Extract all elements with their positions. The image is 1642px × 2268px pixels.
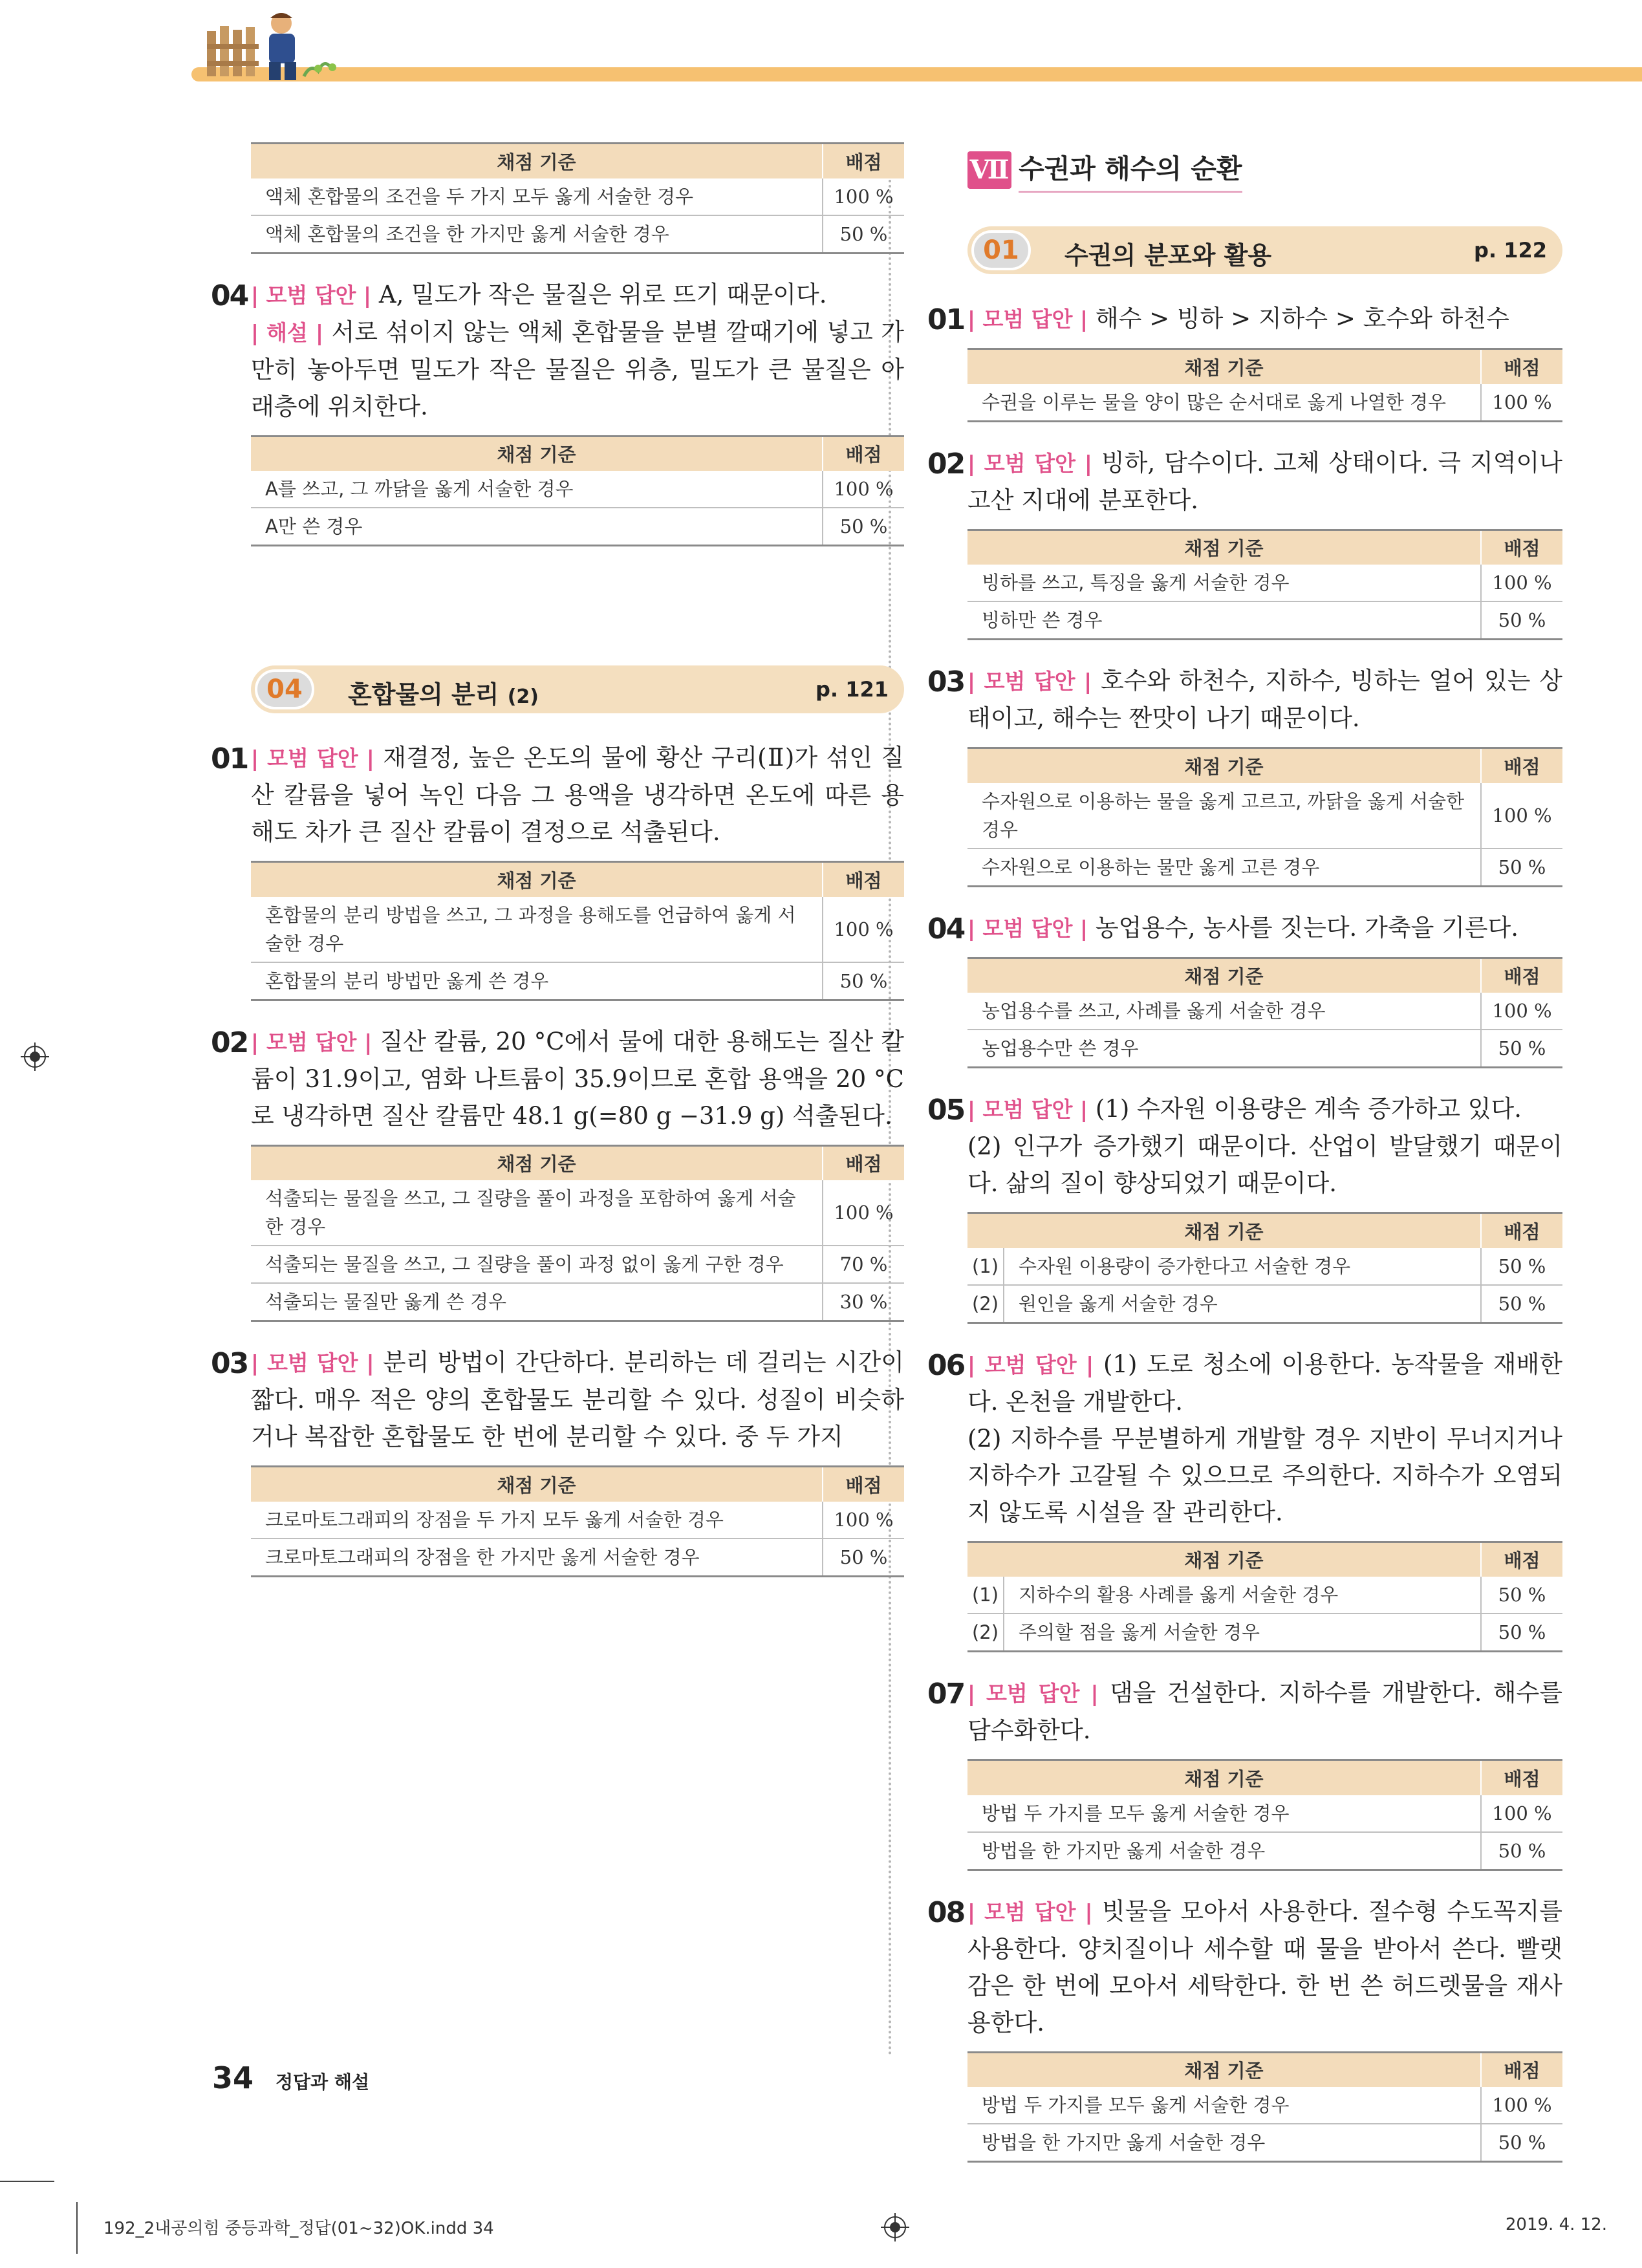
question-number: 03 xyxy=(927,665,965,698)
section-number-badge: 01 xyxy=(971,230,1031,270)
criteria-cell: 방법을 한 가지만 옳게 서술한 경우 xyxy=(967,2124,1481,2162)
table-row xyxy=(967,1248,1562,1285)
criteria-cell: 주의할 점을 옳게 서술한 경우 xyxy=(1004,1614,1481,1652)
score-cell: 100 % xyxy=(823,471,904,508)
score-cell: 100 % xyxy=(823,1502,904,1539)
criteria-cell: A만 쓴 경우 xyxy=(251,508,823,546)
table-header-score: 배점 xyxy=(1481,349,1562,384)
scoring-table xyxy=(251,1465,904,1577)
answer-text: 빗물을 모아서 사용한다. 절수형 수도꼭지를 사용한다. 양치질이나 세수할 때 물을 받아서 쓴다. 빨랫감은 한 번에 모아서 세탁한다. 한 번 쓴 허드렛물을 재사용한다. xyxy=(967,1897,1562,2036)
score-cell: 70 % xyxy=(823,1246,904,1283)
answer-text: 빙하, 담수이다. 고체 상태이다. 극 지역이나 고산 지대에 분포한다. xyxy=(967,448,1562,514)
score-cell: 50 % xyxy=(823,1539,904,1577)
score-cell: 50 % xyxy=(1481,848,1562,887)
criteria-cell: A를 쓰고, 그 까닭을 옳게 서술한 경우 xyxy=(251,471,823,508)
model-answer-tag: | 모범 답안 | xyxy=(251,282,372,308)
section-header xyxy=(251,665,904,713)
model-answer-tag: | 모범 답안 | xyxy=(251,746,374,771)
score-cell: 50 % xyxy=(823,215,904,254)
table-header-criteria: 채점 기준 xyxy=(967,748,1481,783)
criteria-cell: 크로마토그래피의 장점을 한 가지만 옳게 서술한 경우 xyxy=(251,1539,823,1577)
footer-label: 정답과 해설 xyxy=(275,2071,369,2093)
model-answer-tag: | 모범 답안 | xyxy=(967,669,1092,694)
section-subtitle: (2) xyxy=(507,686,539,708)
score-cell: 50 % xyxy=(823,962,904,1000)
criteria-cell: 혼합물의 분리 방법을 쓰고, 그 과정을 용해도를 언급하여 옳게 서술한 경우 xyxy=(251,897,823,962)
scoring-table xyxy=(967,1759,1562,1871)
table-row xyxy=(967,384,1562,422)
model-answer-tag: | 모범 답안 | xyxy=(967,307,1088,332)
table-header-criteria: 채점 기준 xyxy=(967,349,1481,384)
model-answer-tag: | 모범 답안 | xyxy=(251,1029,373,1055)
answer-block-06 xyxy=(927,1346,1562,1531)
table-row xyxy=(251,178,904,215)
table-row xyxy=(251,1246,904,1283)
table-header-criteria: 채점 기준 xyxy=(251,144,823,178)
criteria-cell: 석출되는 물질을 쓰고, 그 질량을 풀이 과정을 포함하여 옳게 서술한 경우 xyxy=(251,1180,823,1246)
table-header-criteria: 채점 기준 xyxy=(967,958,1481,993)
criteria-cell: 방법 두 가지를 모두 옳게 서술한 경우 xyxy=(967,2087,1481,2124)
answer-block-04 xyxy=(927,909,1562,947)
table-row xyxy=(251,1539,904,1577)
scoring-table xyxy=(251,435,904,547)
section-page-ref: p. 121 xyxy=(816,677,889,702)
score-cell: 100 % xyxy=(1481,565,1562,601)
table-row xyxy=(251,508,904,546)
question-number: 01 xyxy=(211,742,248,775)
table-header-score: 배점 xyxy=(1481,1213,1562,1248)
table-row xyxy=(967,848,1562,887)
criteria-cell: 방법을 한 가지만 옳게 서술한 경우 xyxy=(967,1832,1481,1870)
table-header-criteria: 채점 기준 xyxy=(967,1542,1481,1577)
score-cell: 100 % xyxy=(823,897,904,962)
criteria-cell: 수자원 이용량이 증가한다고 서술한 경우 xyxy=(1004,1248,1481,1285)
item-number-cell: (2) xyxy=(967,1614,1004,1652)
score-cell: 50 % xyxy=(1481,1248,1562,1285)
header-bar xyxy=(191,67,1642,81)
score-cell: 50 % xyxy=(1481,1285,1562,1323)
table-row xyxy=(967,993,1562,1030)
table-header-score: 배점 xyxy=(823,436,904,471)
criteria-cell: 석출되는 물질을 쓰고, 그 질량을 풀이 과정 없이 옳게 구한 경우 xyxy=(251,1246,823,1283)
table-row xyxy=(251,1283,904,1321)
model-answer-tag: | 모범 답안 | xyxy=(967,450,1092,476)
crop-mark xyxy=(0,2181,54,2182)
table-header-score: 배점 xyxy=(1481,958,1562,993)
answer-text: 농업용수, 농사를 짓는다. 가축을 기른다. xyxy=(1088,913,1519,942)
table-row xyxy=(967,1795,1562,1832)
score-cell: 50 % xyxy=(1481,1030,1562,1068)
answer-text: A, 밀도가 작은 물질은 위로 뜨기 때문이다. xyxy=(371,280,827,308)
criteria-cell: 액체 혼합물의 조건을 한 가지만 옳게 서술한 경우 xyxy=(251,215,823,254)
scoring-table xyxy=(251,142,904,254)
answer-block-03 xyxy=(927,662,1562,737)
explanation-text: 서로 섞이지 않는 액체 혼합물을 분별 깔때기에 넣고 가만히 놓아두면 밀도가 작은 물질은 위층, 밀도가 큰 물질은 아래층에 위치한다. xyxy=(251,318,904,420)
scoring-table xyxy=(967,957,1562,1069)
criteria-cell: 지하수의 활용 사례를 옳게 서술한 경우 xyxy=(1004,1577,1481,1614)
table-row xyxy=(251,1180,904,1246)
model-answer-tag: | 모범 답안 | xyxy=(251,1350,374,1376)
score-cell: 100 % xyxy=(1481,783,1562,848)
page-number: 34 xyxy=(212,2060,254,2095)
score-cell: 100 % xyxy=(1481,384,1562,422)
table-row xyxy=(967,1577,1562,1614)
table-header-score: 배점 xyxy=(823,862,904,897)
answer-text: 분리 방법이 간단하다. 분리하는 데 걸리는 시간이 짧다. 매우 적은 양의 혼합물도 분리할 수 있다. 성질이 비슷하거나 복잡한 혼합물도 한 번에 분리할 수 있다. 중 두 가지 xyxy=(251,1348,904,1451)
table-row xyxy=(967,1614,1562,1652)
criteria-cell: 수권을 이루는 물을 양이 많은 순서대로 옳게 나열한 경우 xyxy=(967,384,1481,422)
table-header-criteria: 채점 기준 xyxy=(967,530,1481,565)
table-header-criteria: 채점 기준 xyxy=(967,2052,1481,2087)
criteria-cell: 수자원으로 이용하는 물만 옳게 고른 경우 xyxy=(967,848,1481,887)
question-number: 06 xyxy=(927,1348,965,1382)
chapter-title: 수권과 해수의 순환 xyxy=(1019,147,1242,193)
criteria-cell: 수자원으로 이용하는 물을 옳게 고르고, 까닭을 옳게 서술한 경우 xyxy=(967,783,1481,848)
answer-text: 해수 > 빙하 > 지하수 > 호수와 하천수 xyxy=(1088,305,1509,332)
score-cell: 50 % xyxy=(1481,2124,1562,2162)
answer-text: 질산 칼륨, 20 °C에서 물에 대한 용해도는 질산 칼륨이 31.9이고, 염화 나트륨이 35.9이므로 혼합 용액을 20 °C로 냉각하면 질산 칼륨만 48.1 g(=80 g −31.9 g) 석출된다. xyxy=(251,1027,904,1130)
answer-block-05 xyxy=(927,1090,1562,1202)
table-row xyxy=(251,897,904,962)
left-column xyxy=(211,136,904,1599)
question-number: 05 xyxy=(927,1094,965,1127)
answer-text: (1) 도로 청소에 이용한다. 농작물을 재배한다. 온천을 개발한다. xyxy=(967,1350,1562,1416)
criteria-cell: 빙하를 쓰고, 특징을 옳게 서술한 경우 xyxy=(967,565,1481,601)
table-row xyxy=(251,962,904,1000)
question-number: 03 xyxy=(211,1347,248,1380)
scoring-table xyxy=(967,2051,1562,2163)
print-date: 2019. 4. 12. xyxy=(1505,2215,1607,2234)
score-cell: 50 % xyxy=(1481,1577,1562,1614)
chapter-heading xyxy=(967,147,1562,195)
answer-text: 재결정, 높은 온도의 물에 황산 구리(Ⅱ)가 섞인 질산 칼륨을 넣어 녹인 다음 그 용액을 냉각하면 온도에 따른 용해도 차가 큰 질산 칼륨이 결정으로 석출된다. xyxy=(251,744,904,846)
right-column xyxy=(927,136,1562,2185)
table-header-score: 배점 xyxy=(1481,1542,1562,1577)
chapter-number-badge: Ⅶ xyxy=(967,151,1011,189)
table-header-score: 배점 xyxy=(823,1467,904,1502)
section-page-ref: p. 122 xyxy=(1474,238,1547,263)
table-header-criteria: 채점 기준 xyxy=(251,436,823,471)
answer-text: (1) 수자원 이용량은 계속 증가하고 있다. xyxy=(1088,1095,1522,1123)
scoring-table xyxy=(967,529,1562,641)
answer-block-04 xyxy=(211,276,904,425)
section-title: 수권의 분포와 활용 xyxy=(1064,241,1272,270)
table-row xyxy=(967,1030,1562,1068)
table-header-criteria: 채점 기준 xyxy=(967,1760,1481,1795)
model-answer-tag: | 모범 답안 | xyxy=(967,1352,1094,1377)
table-header-criteria: 채점 기준 xyxy=(251,1467,823,1502)
question-number: 04 xyxy=(927,912,965,945)
model-answer-tag: | 모범 답안 | xyxy=(967,1681,1099,1706)
model-answer-tag: | 모범 답안 | xyxy=(967,1899,1093,1925)
answer-text-part2: (2) 지하수를 무분별하게 개발할 경우 지반이 무너지거나 지하수가 고갈될 수 있으므로 주의한다. 지하수가 오염되지 않도록 시설을 잘 관리한다. xyxy=(967,1424,1562,1526)
scoring-table xyxy=(251,861,904,1001)
registration-mark-icon xyxy=(881,2213,909,2241)
question-number: 02 xyxy=(211,1026,248,1059)
table-row xyxy=(967,601,1562,640)
answer-block-01 xyxy=(211,739,904,850)
model-answer-tag: | 모범 답안 | xyxy=(967,1097,1088,1122)
answer-block-02 xyxy=(211,1023,904,1134)
item-number-cell: (2) xyxy=(967,1285,1004,1323)
score-cell: 100 % xyxy=(823,1180,904,1246)
table-row xyxy=(251,215,904,254)
table-row xyxy=(967,783,1562,848)
score-cell: 50 % xyxy=(823,508,904,546)
score-cell: 50 % xyxy=(1481,601,1562,640)
criteria-cell: 혼합물의 분리 방법만 옳게 쓴 경우 xyxy=(251,962,823,1000)
table-header-score: 배점 xyxy=(823,1145,904,1180)
item-number-cell: (1) xyxy=(967,1577,1004,1614)
model-answer-tag: | 모범 답안 | xyxy=(967,915,1088,941)
table-header-score: 배점 xyxy=(1481,748,1562,783)
answer-text: 댐을 건설한다. 지하수를 개발한다. 해수를 담수화한다. xyxy=(967,1679,1562,1744)
table-row xyxy=(967,2087,1562,2124)
answer-text: 호수와 하천수, 지하수, 빙하는 얼어 있는 상태이고, 해수는 짠맛이 나기 때문이다. xyxy=(967,667,1562,732)
score-cell: 30 % xyxy=(823,1283,904,1321)
file-slug: 192_2내공의힘 중등과학_정답(01~32)OK.indd 34 xyxy=(103,2219,494,2238)
table-row xyxy=(967,2124,1562,2162)
question-number: 08 xyxy=(927,1895,965,1929)
question-number: 02 xyxy=(927,447,965,481)
answer-block-02 xyxy=(927,444,1562,519)
section-header xyxy=(967,226,1562,274)
answer-block-07 xyxy=(927,1674,1562,1749)
answer-block-08 xyxy=(927,1893,1562,2041)
scoring-table xyxy=(967,1212,1562,1324)
table-header-score: 배점 xyxy=(1481,530,1562,565)
table-header-criteria: 채점 기준 xyxy=(251,862,823,897)
criteria-cell: 석출되는 물질만 옳게 쓴 경우 xyxy=(251,1283,823,1321)
score-cell: 100 % xyxy=(1481,993,1562,1030)
table-row xyxy=(251,471,904,508)
criteria-cell: 방법 두 가지를 모두 옳게 서술한 경우 xyxy=(967,1795,1481,1832)
scoring-table xyxy=(251,1145,904,1323)
question-number: 01 xyxy=(927,303,965,336)
table-row xyxy=(251,1502,904,1539)
answer-text-part2: (2) 인구가 증가했기 때문이다. 산업이 발달했기 때문이다. 삶의 질이 향상되었기 때문이다. xyxy=(967,1132,1562,1197)
score-cell: 100 % xyxy=(1481,2087,1562,2124)
answer-block-03 xyxy=(211,1344,904,1455)
table-header-score: 배점 xyxy=(1481,2052,1562,2087)
explanation-tag: | 해설 | xyxy=(251,319,324,345)
table-header-criteria: 채점 기준 xyxy=(967,1213,1481,1248)
table-header-score: 배점 xyxy=(823,144,904,178)
section-title xyxy=(348,675,539,710)
criteria-cell: 크로마토그래피의 장점을 두 가지 모두 옳게 서술한 경우 xyxy=(251,1502,823,1539)
question-number: 07 xyxy=(927,1678,965,1711)
score-cell: 50 % xyxy=(1481,1614,1562,1652)
table-header-criteria: 채점 기준 xyxy=(251,1145,823,1180)
scoring-table xyxy=(967,348,1562,422)
table-row xyxy=(967,1832,1562,1870)
table-row xyxy=(967,565,1562,601)
answer-block-01 xyxy=(927,300,1562,338)
criteria-cell: 농업용수만 쓴 경우 xyxy=(967,1030,1481,1068)
section-number-badge: 04 xyxy=(255,669,314,709)
crop-mark xyxy=(76,2202,78,2254)
scoring-table xyxy=(967,747,1562,887)
question-number: 04 xyxy=(211,279,248,312)
score-cell: 100 % xyxy=(823,178,904,215)
criteria-cell: 농업용수를 쓰고, 사례를 옳게 서술한 경우 xyxy=(967,993,1481,1030)
criteria-cell: 원인을 옳게 서술한 경우 xyxy=(1004,1285,1481,1323)
criteria-cell: 액체 혼합물의 조건을 두 가지 모두 옳게 서술한 경우 xyxy=(251,178,823,215)
scoring-table xyxy=(967,1541,1562,1653)
score-cell: 50 % xyxy=(1481,1832,1562,1870)
table-header-score: 배점 xyxy=(1481,1760,1562,1795)
gardener-with-fence-illustration xyxy=(207,12,356,84)
criteria-cell: 빙하만 쓴 경우 xyxy=(967,601,1481,640)
score-cell: 100 % xyxy=(1481,1795,1562,1832)
registration-mark-icon xyxy=(21,1042,49,1071)
table-row xyxy=(967,1285,1562,1323)
item-number-cell: (1) xyxy=(967,1248,1004,1285)
section-title-text: 혼합물의 분리 xyxy=(348,680,499,709)
